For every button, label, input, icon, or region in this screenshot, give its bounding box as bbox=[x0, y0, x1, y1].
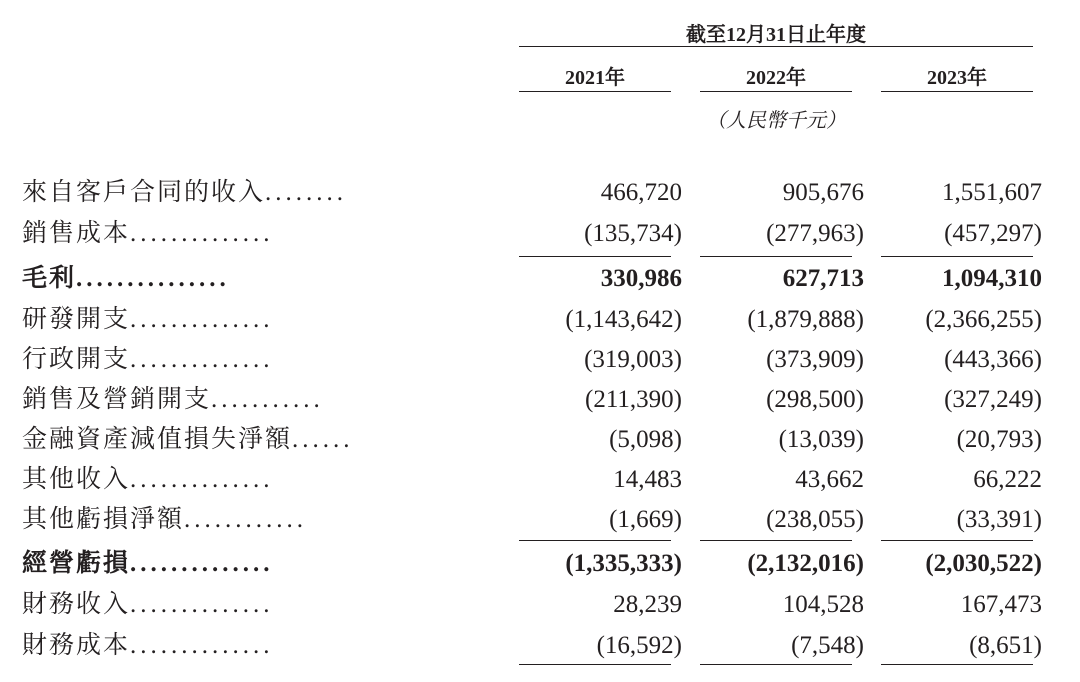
value-cell-2021: (211,390) bbox=[585, 386, 682, 413]
value-cell-2022: (277,963) bbox=[766, 220, 864, 247]
row-label bbox=[22, 503, 492, 537]
leader-dots: .............. bbox=[130, 591, 274, 618]
value-cell-2021: 14,483 bbox=[613, 466, 682, 493]
value-cell-2022: (298,500) bbox=[766, 386, 864, 413]
operating-rule-2021 bbox=[519, 540, 671, 541]
year-rule-2023 bbox=[881, 91, 1033, 92]
row-label bbox=[22, 303, 492, 337]
leader-dots: .............. bbox=[130, 550, 274, 577]
row-label bbox=[22, 629, 492, 663]
table-row bbox=[0, 463, 1080, 497]
leader-dots: .............. bbox=[130, 346, 274, 373]
value-cell-2023: (20,793) bbox=[956, 426, 1042, 453]
leader-dots: ........ bbox=[265, 179, 348, 206]
row-label bbox=[22, 547, 492, 581]
bottom-rule-2023 bbox=[881, 664, 1033, 665]
value-cell-2021: (1,143,642) bbox=[565, 306, 682, 333]
period-header-rule bbox=[519, 46, 1033, 47]
operating-rule-2023 bbox=[881, 540, 1033, 541]
year-rule-2021 bbox=[519, 91, 671, 92]
leader-dots: .............. bbox=[130, 632, 274, 659]
row-label bbox=[22, 343, 492, 377]
year-rule-2022 bbox=[700, 91, 852, 92]
value-cell-2022: (238,055) bbox=[766, 506, 864, 533]
value-cell-2023: (2,030,522) bbox=[925, 550, 1042, 577]
value-cell-2021: 330,986 bbox=[600, 265, 682, 292]
row-label-text: 行政開支 bbox=[22, 346, 131, 373]
row-label bbox=[22, 423, 492, 457]
value-cell-2022: (2,132,016) bbox=[747, 550, 864, 577]
leader-dots: ...... bbox=[292, 426, 354, 453]
value-cell-2021: 466,720 bbox=[600, 179, 682, 206]
value-cell-2022: 43,662 bbox=[795, 466, 864, 493]
table-row bbox=[0, 503, 1080, 537]
value-cell-2022: 104,528 bbox=[782, 591, 864, 618]
value-cell-2023: (2,366,255) bbox=[925, 306, 1042, 333]
subtotal-rule-2021 bbox=[519, 256, 671, 257]
table-row bbox=[0, 303, 1080, 337]
leader-dots: .............. bbox=[130, 220, 274, 247]
value-cell-2023: (33,391) bbox=[956, 506, 1042, 533]
value-cell-2021: 28,239 bbox=[613, 591, 682, 618]
table-row bbox=[0, 217, 1080, 251]
row-label bbox=[22, 262, 492, 296]
leader-dots: ............ bbox=[184, 506, 308, 533]
row-label bbox=[22, 176, 492, 210]
table-row bbox=[0, 588, 1080, 622]
leader-dots: ........... bbox=[211, 386, 324, 413]
row-label-text: 其他虧損淨額 bbox=[22, 506, 185, 533]
subtotal-rule-2022 bbox=[700, 256, 852, 257]
value-cell-2022: 905,676 bbox=[782, 179, 864, 206]
row-label-text: 研發開支 bbox=[22, 306, 131, 333]
bottom-rule-2022 bbox=[700, 664, 852, 665]
year-header-2022: 2022年 bbox=[746, 67, 806, 89]
row-label-text: 財務成本 bbox=[22, 632, 131, 659]
row-label-text: 經營虧損 bbox=[22, 550, 131, 577]
row-label-text: 銷售及營銷開支 bbox=[22, 386, 212, 413]
table-row bbox=[0, 423, 1080, 457]
table-row bbox=[0, 629, 1080, 663]
value-cell-2023: (457,297) bbox=[944, 220, 1042, 247]
value-cell-2022: (13,039) bbox=[778, 426, 864, 453]
value-cell-2023: (443,366) bbox=[944, 346, 1042, 373]
value-cell-2022: (373,909) bbox=[766, 346, 864, 373]
table-row bbox=[0, 383, 1080, 417]
row-label bbox=[22, 383, 492, 417]
leader-dots: ............... bbox=[76, 265, 230, 292]
row-label-text: 其他收入 bbox=[22, 466, 131, 493]
table-row bbox=[0, 343, 1080, 377]
value-cell-2022: (1,879,888) bbox=[747, 306, 864, 333]
value-cell-2023: 1,551,607 bbox=[942, 179, 1042, 206]
value-cell-2023: 66,222 bbox=[973, 466, 1042, 493]
row-label-text: 財務收入 bbox=[22, 591, 131, 618]
leader-dots: .............. bbox=[130, 306, 274, 333]
leader-dots: .............. bbox=[130, 466, 274, 493]
value-cell-2021: (1,335,333) bbox=[565, 550, 682, 577]
row-label-text: 來自客戶合同的收入 bbox=[22, 179, 266, 206]
bottom-rule-2021 bbox=[519, 664, 671, 665]
value-cell-2021: (16,592) bbox=[596, 632, 682, 659]
value-cell-2021: (135,734) bbox=[584, 220, 682, 247]
table-row bbox=[0, 176, 1080, 210]
operating-rule-2022 bbox=[700, 540, 852, 541]
value-cell-2022: (7,548) bbox=[791, 632, 864, 659]
table-row bbox=[0, 262, 1080, 296]
subtotal-rule-2023 bbox=[881, 256, 1033, 257]
unit-label: （人民幣千元） bbox=[706, 110, 846, 132]
row-label-text: 毛利 bbox=[22, 265, 77, 292]
value-cell-2022: 627,713 bbox=[782, 265, 864, 292]
value-cell-2021: (5,098) bbox=[609, 426, 682, 453]
value-cell-2023: (327,249) bbox=[944, 386, 1042, 413]
row-label-text: 銷售成本 bbox=[22, 220, 131, 247]
value-cell-2021: (1,669) bbox=[609, 506, 682, 533]
year-header-2021: 2021年 bbox=[565, 67, 625, 89]
row-label bbox=[22, 463, 492, 497]
value-cell-2021: (319,003) bbox=[584, 346, 682, 373]
row-label bbox=[22, 588, 492, 622]
row-label bbox=[22, 217, 492, 251]
row-label-text: 金融資產減值損失淨額 bbox=[22, 426, 293, 453]
table-row bbox=[0, 547, 1080, 581]
value-cell-2023: 1,094,310 bbox=[942, 265, 1042, 292]
year-header-2023: 2023年 bbox=[927, 67, 987, 89]
value-cell-2023: 167,473 bbox=[960, 591, 1042, 618]
period-header: 截至12月31日止年度 bbox=[686, 24, 866, 46]
value-cell-2023: (8,651) bbox=[969, 632, 1042, 659]
